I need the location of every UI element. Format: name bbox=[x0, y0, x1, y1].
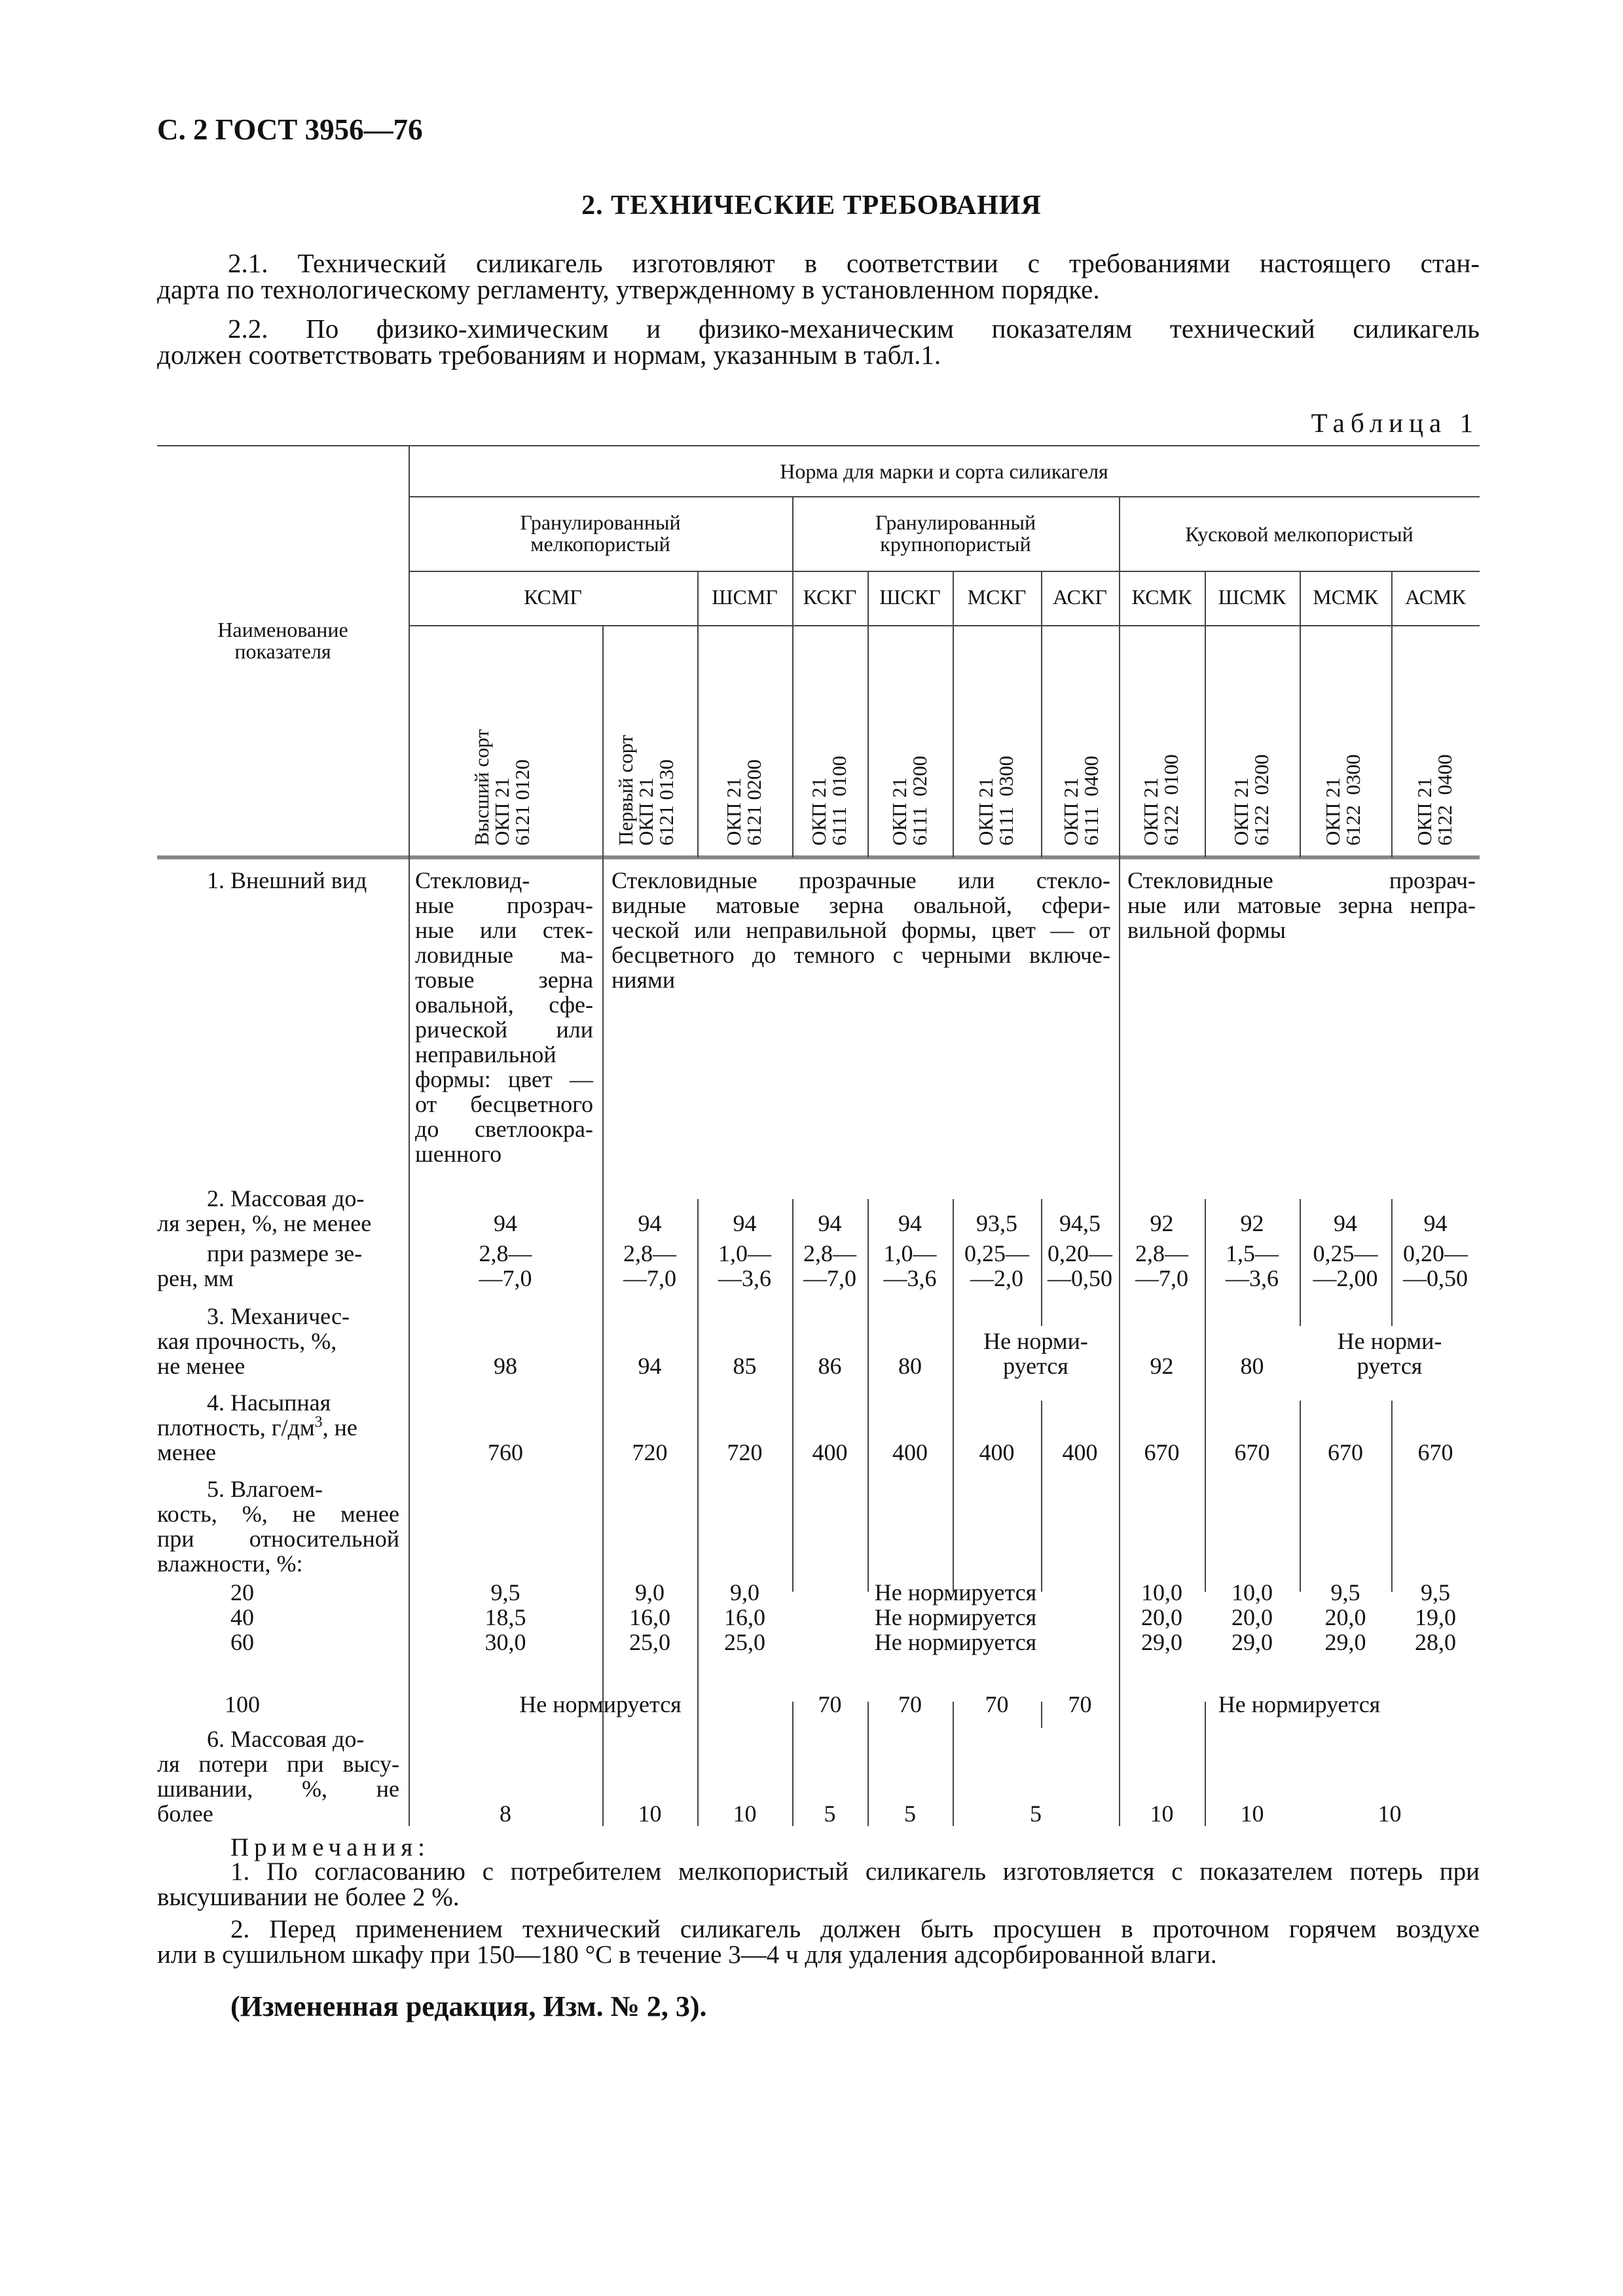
row-5-values-col9 bbox=[1205, 1580, 1300, 1655]
row-6-value: 10 bbox=[733, 1801, 757, 1827]
row-3-name: не менее bbox=[157, 1353, 246, 1379]
size-to: —7,0 bbox=[803, 1265, 856, 1291]
table-rule bbox=[1041, 571, 1042, 857]
okp-code bbox=[889, 756, 930, 846]
note-line: 1. По согласованию с потребителем мелкопористый силикагель изготовляется с показателем потерь при bbox=[230, 1857, 1480, 1886]
row-5-values-col8 bbox=[1119, 1580, 1205, 1655]
norm-header: Норма для марки и сорта силикагеля bbox=[780, 459, 1108, 483]
row-4-name: 4. Насыпная bbox=[207, 1390, 331, 1416]
page-header: С. 2 ГОСТ 3956—76 bbox=[157, 113, 423, 146]
mark-shsmg: ШСМГ bbox=[712, 585, 778, 609]
row-1-lump-description bbox=[1127, 868, 1476, 942]
okp-line: 6111 0400 bbox=[1080, 755, 1103, 846]
size-to: —2,0 bbox=[970, 1265, 1023, 1291]
row-3-value: 98 bbox=[494, 1353, 517, 1379]
row-3-not-normed bbox=[953, 1329, 1119, 1378]
note-1 bbox=[157, 1859, 1480, 1910]
value: 10,0 bbox=[1231, 1579, 1273, 1605]
value: 18,5 bbox=[484, 1604, 526, 1630]
text-line: ные или матовые зерна непра- bbox=[1127, 892, 1476, 918]
text-line: Стекловид- bbox=[415, 867, 530, 893]
humidity-value: 40 bbox=[230, 1604, 254, 1630]
header-line: показателя bbox=[234, 639, 331, 663]
text-part: , не bbox=[322, 1414, 357, 1441]
okp-line: 6122 0400 bbox=[1433, 754, 1456, 846]
row-4-value: 670 bbox=[1234, 1439, 1270, 1465]
okp-line: ОКП 21 bbox=[974, 777, 997, 846]
row-2-name: ля зерен, %, не менее bbox=[157, 1210, 372, 1236]
row-3-value: 86 bbox=[818, 1353, 842, 1379]
row-6-name bbox=[157, 1751, 399, 1826]
mark-askg: АСКГ bbox=[1053, 585, 1107, 609]
okp-line: 6111 0300 bbox=[994, 755, 1017, 846]
text-part: плотность, г/дм bbox=[157, 1414, 315, 1441]
text-line: формы: цвет — bbox=[415, 1066, 593, 1092]
row-1-name: 1. Внешний вид bbox=[207, 867, 367, 893]
size-from: 2,8— bbox=[1135, 1240, 1188, 1266]
table-rule bbox=[1119, 496, 1120, 857]
okp-code bbox=[1061, 756, 1101, 846]
size-from: 2,8— bbox=[623, 1240, 676, 1266]
row-5-name bbox=[157, 1501, 399, 1576]
row-2-value: 92 bbox=[1150, 1210, 1174, 1236]
row-2-size bbox=[1391, 1241, 1480, 1291]
text-line: ниями bbox=[611, 967, 676, 993]
row-6-value: 5 bbox=[904, 1801, 916, 1827]
table-rule bbox=[1205, 571, 1206, 857]
text-line: Не норми- bbox=[983, 1328, 1088, 1354]
group-header-granulated-coarse bbox=[792, 512, 1119, 555]
row-5-name: 5. Влагоем- bbox=[207, 1476, 323, 1502]
row-6-name: 6. Массовая до- bbox=[207, 1726, 365, 1752]
table-rule bbox=[1300, 1401, 1301, 1592]
value: 29,0 bbox=[1141, 1629, 1182, 1655]
value: 16,0 bbox=[724, 1604, 765, 1630]
group-header-granulated-fine bbox=[409, 512, 792, 555]
size-to: —7,0 bbox=[1135, 1265, 1188, 1291]
row-4-value: 670 bbox=[1144, 1439, 1180, 1465]
row-6-value: 10 bbox=[638, 1801, 662, 1827]
text-line: руется bbox=[1003, 1353, 1068, 1379]
text-line: Не нормируется bbox=[874, 1579, 1037, 1605]
table-rule bbox=[1391, 1401, 1393, 1592]
row-6-value: 10 bbox=[1150, 1801, 1174, 1827]
mark-msmk: МСМК bbox=[1313, 585, 1378, 609]
row-2-subname: при размере зе- bbox=[207, 1240, 363, 1266]
row-6-value: 8 bbox=[500, 1801, 511, 1827]
row-2-size bbox=[1300, 1241, 1391, 1291]
size-from: 2,8— bbox=[479, 1240, 532, 1266]
row-2-size bbox=[953, 1241, 1041, 1291]
okp-line: Высший сорт bbox=[470, 729, 493, 846]
text-line: Не норми- bbox=[1337, 1328, 1442, 1354]
value: 9,0 bbox=[635, 1579, 665, 1605]
text-line: до светлоокра- bbox=[415, 1116, 593, 1142]
size-from: 1,0— bbox=[883, 1240, 937, 1266]
okp-line: 6121 0130 bbox=[655, 759, 678, 846]
table-rule bbox=[1391, 571, 1393, 857]
value: 9,5 bbox=[490, 1579, 520, 1605]
row-2-size bbox=[697, 1241, 792, 1291]
row-5-100-not-normed: Не нормируется bbox=[519, 1691, 682, 1717]
row-2-value: 94 bbox=[638, 1210, 662, 1236]
note-line: 2. Перед применением технический силикагель должен быть просушен в проточном горячем воздухе bbox=[230, 1915, 1480, 1943]
row-3-name: 3. Механичес- bbox=[207, 1303, 350, 1329]
header-line: Кусковой мелкопористый bbox=[1185, 522, 1413, 546]
row-2-size bbox=[1041, 1241, 1119, 1291]
table-rule bbox=[1041, 1401, 1042, 1592]
row-1-ksmg-description bbox=[415, 868, 593, 1166]
value: 10,0 bbox=[1141, 1579, 1182, 1605]
table-rule bbox=[953, 571, 954, 857]
row-5-values-col11 bbox=[1391, 1580, 1480, 1655]
size-to: —7,0 bbox=[479, 1265, 532, 1291]
row-4-value: 400 bbox=[812, 1439, 848, 1465]
value: 29,0 bbox=[1324, 1629, 1366, 1655]
text-line: от бесцветного bbox=[415, 1091, 593, 1117]
table-rule bbox=[409, 496, 1480, 497]
row-6-value: 10 bbox=[1377, 1801, 1402, 1827]
row-1-middle-description bbox=[611, 868, 1110, 992]
okp-code bbox=[1140, 755, 1181, 846]
row-2-value: 94 bbox=[494, 1210, 517, 1236]
row-5-100-value: 70 bbox=[985, 1691, 1009, 1717]
humidity-100: 100 bbox=[225, 1691, 260, 1717]
text-line: ловидные ма- bbox=[415, 942, 593, 968]
humidity-value: 20 bbox=[230, 1579, 254, 1605]
okp-line: ОКП 21 bbox=[807, 777, 830, 846]
text-line: руется bbox=[1357, 1353, 1423, 1379]
okp-code bbox=[976, 756, 1016, 846]
size-from: 2,8— bbox=[803, 1240, 856, 1266]
text-line: Не нормируется bbox=[874, 1604, 1037, 1630]
text-line: овальной, сфе- bbox=[415, 992, 593, 1018]
text-line: Не нормируется bbox=[874, 1629, 1037, 1655]
size-to: —3,6 bbox=[883, 1265, 937, 1291]
row-6-value: 10 bbox=[1240, 1801, 1264, 1827]
row-3-value: 85 bbox=[733, 1353, 757, 1379]
paragraph-2-2 bbox=[157, 315, 1480, 368]
mark-ksmk: КСМК bbox=[1131, 585, 1192, 609]
size-from: 1,0— bbox=[718, 1240, 771, 1266]
text-line: вильной формы bbox=[1127, 917, 1286, 943]
row-2-size bbox=[602, 1241, 697, 1291]
table-rule bbox=[602, 857, 604, 1826]
okp-line: Первый сорт bbox=[614, 734, 637, 846]
okp-code bbox=[1414, 755, 1455, 846]
note-2 bbox=[157, 1916, 1480, 1967]
row-2-value: 93,5 bbox=[976, 1210, 1017, 1236]
mark-ksmg: КСМГ bbox=[524, 585, 582, 609]
okp-line: ОКП 21 bbox=[490, 777, 513, 846]
humidity-levels bbox=[216, 1580, 268, 1655]
row-2-size bbox=[1119, 1241, 1205, 1291]
okp-code bbox=[1231, 755, 1271, 846]
okp-line: ОКП 21 bbox=[1321, 777, 1344, 846]
table-rule bbox=[1300, 571, 1301, 857]
mark-kskg: КСКГ bbox=[803, 585, 857, 609]
okp-code bbox=[1322, 755, 1363, 846]
notes-title: Примечания: bbox=[230, 1833, 430, 1861]
table-rule bbox=[157, 445, 1480, 446]
table-rule bbox=[602, 625, 604, 857]
row-5-100-value: 70 bbox=[1068, 1691, 1092, 1717]
note-line: высушивании не более 2 %. bbox=[157, 1883, 460, 1911]
value: 25,0 bbox=[724, 1629, 765, 1655]
text-line: бесцветного до темного с черными включе- bbox=[611, 942, 1110, 968]
value: 25,0 bbox=[629, 1629, 670, 1655]
okp-line: ОКП 21 bbox=[634, 777, 657, 846]
row-4-value: 400 bbox=[892, 1439, 928, 1465]
text-line: шивании, %, не bbox=[157, 1776, 399, 1802]
row-2-size bbox=[792, 1241, 867, 1291]
revision-note: (Измененная редакция, Изм. № 2, 3). bbox=[230, 1990, 707, 2022]
row-4-value: 400 bbox=[1062, 1439, 1098, 1465]
row-3-value: 80 bbox=[1240, 1353, 1264, 1379]
row-3-value: 80 bbox=[898, 1353, 922, 1379]
value: 28,0 bbox=[1415, 1629, 1456, 1655]
mark-mskg: МСКГ bbox=[967, 585, 1027, 609]
size-from: 0,25— bbox=[1313, 1240, 1378, 1266]
text-line: ческой или неправильной формы, цвет — от bbox=[611, 917, 1110, 943]
row-4-value: 670 bbox=[1328, 1439, 1363, 1465]
size-to: —0,50 bbox=[1403, 1265, 1468, 1291]
row-2-subname: рен, мм bbox=[157, 1265, 234, 1291]
text-line: ные прозрач- bbox=[415, 892, 593, 918]
note-line: или в сушильном шкафу при 150—180 °С в течение 3—4 ч для удаления адсорбированной влаги. bbox=[157, 1941, 1217, 1969]
row-3-not-normed bbox=[1300, 1329, 1480, 1378]
row-2-value: 94 bbox=[818, 1210, 842, 1236]
size-from: 0,20— bbox=[1403, 1240, 1468, 1266]
okp-line: ОКП 21 bbox=[888, 777, 911, 846]
header-line: Гранулированный bbox=[520, 511, 681, 534]
paragraph-line: дарта по технологическому регламенту, утвержденному в установленном порядке. bbox=[157, 274, 1100, 304]
value: 9,0 bbox=[730, 1579, 759, 1605]
row-6-value: 5 bbox=[1030, 1801, 1042, 1827]
section-title: 2. ТЕХНИЧЕСКИЕ ТРЕБОВАНИЯ bbox=[581, 190, 1042, 221]
row-2-value: 94 bbox=[898, 1210, 922, 1236]
okp-line: ОКП 21 bbox=[1230, 777, 1252, 846]
row-2-size bbox=[1205, 1241, 1300, 1291]
humidity-value: 60 bbox=[230, 1629, 254, 1655]
table-header-rule bbox=[157, 855, 1480, 859]
text-line: Стекловидные прозрачные или стекло- bbox=[611, 867, 1110, 893]
text-line: кость, %, не менее bbox=[157, 1501, 399, 1527]
size-to: —3,6 bbox=[718, 1265, 771, 1291]
row-3-value: 94 bbox=[638, 1353, 662, 1379]
okp-line: 6121 0200 bbox=[742, 759, 765, 846]
text-line: неправильной bbox=[415, 1041, 556, 1067]
okp-line: ОКП 21 bbox=[1139, 777, 1162, 846]
text-line: ля потери при высу- bbox=[157, 1751, 399, 1777]
table-rule bbox=[697, 1199, 699, 1826]
row-4-value: 760 bbox=[488, 1439, 523, 1465]
table-rule bbox=[697, 571, 699, 857]
mark-shskg: ШСКГ bbox=[879, 585, 941, 609]
paragraph-2-1 bbox=[157, 250, 1480, 302]
row-4-value: 670 bbox=[1417, 1439, 1453, 1465]
text-line: влажности, %: bbox=[157, 1551, 303, 1577]
row-2-value: 94 bbox=[733, 1210, 757, 1236]
value: 29,0 bbox=[1231, 1629, 1273, 1655]
value: 19,0 bbox=[1415, 1604, 1456, 1630]
mark-shsmk: ШСМК bbox=[1218, 585, 1286, 609]
okp-line: 6111 0100 bbox=[828, 755, 850, 846]
name-column-header bbox=[157, 619, 409, 662]
mark-asmk: АСМК bbox=[1405, 585, 1466, 609]
row-2-name: 2. Массовая до- bbox=[207, 1185, 365, 1211]
row-5-values-col1 bbox=[409, 1580, 602, 1655]
size-to: —7,0 bbox=[623, 1265, 676, 1291]
okp-line: 6121 0120 bbox=[511, 759, 534, 846]
size-from: 0,25— bbox=[964, 1240, 1029, 1266]
value: 20,0 bbox=[1231, 1604, 1273, 1630]
okp-code bbox=[809, 756, 849, 846]
row-4-name bbox=[157, 1415, 357, 1440]
row-2-value: 92 bbox=[1240, 1210, 1264, 1236]
table-label: Таблица 1 bbox=[1311, 408, 1479, 438]
row-5-100-not-normed: Не нормируется bbox=[1218, 1691, 1381, 1717]
text-line: более bbox=[157, 1801, 213, 1827]
value: 16,0 bbox=[629, 1604, 670, 1630]
row-2-size bbox=[409, 1241, 602, 1291]
okp-code bbox=[723, 759, 764, 846]
okp-line: 6122 0300 bbox=[1341, 754, 1364, 846]
row-2-value: 94,5 bbox=[1059, 1210, 1101, 1236]
okp-line: ОКП 21 bbox=[1413, 777, 1436, 846]
row-5-100-value: 70 bbox=[818, 1691, 842, 1717]
group-header-lump-fine bbox=[1119, 524, 1480, 545]
value: 20,0 bbox=[1141, 1604, 1182, 1630]
size-to: —3,6 bbox=[1226, 1265, 1279, 1291]
size-from: 1,5— bbox=[1226, 1240, 1279, 1266]
row-2-size bbox=[867, 1241, 953, 1291]
size-from: 0,20— bbox=[1048, 1240, 1112, 1266]
row-5-not-normed bbox=[792, 1580, 1119, 1655]
table-rule bbox=[409, 625, 1480, 626]
row-5-values-col3 bbox=[697, 1580, 792, 1655]
value: 30,0 bbox=[484, 1629, 526, 1655]
okp-line: ОКП 21 bbox=[1059, 777, 1082, 846]
okp-line: 6122 0100 bbox=[1159, 754, 1182, 846]
row-4-value: 400 bbox=[979, 1439, 1015, 1465]
row-4-value: 720 bbox=[632, 1439, 668, 1465]
okp-line: ОКП 21 bbox=[722, 777, 745, 846]
size-to: —2,00 bbox=[1313, 1265, 1378, 1291]
header-line: Наименование bbox=[217, 618, 348, 641]
value: 9,5 bbox=[1421, 1579, 1450, 1605]
table-rule bbox=[867, 571, 869, 857]
okp-line: 6122 0200 bbox=[1250, 754, 1273, 846]
row-4-name: менее bbox=[157, 1439, 216, 1465]
value: 9,5 bbox=[1330, 1579, 1360, 1605]
row-5-values-col2 bbox=[602, 1580, 697, 1655]
header-line: мелкопористый bbox=[530, 532, 670, 556]
row-5-100-value: 70 bbox=[898, 1691, 922, 1717]
row-6-value: 5 bbox=[824, 1801, 836, 1827]
value: 20,0 bbox=[1324, 1604, 1366, 1630]
size-to: —0,50 bbox=[1048, 1265, 1112, 1291]
text-line: рической или bbox=[415, 1016, 593, 1043]
okp-code bbox=[471, 729, 532, 846]
text-line: шенного bbox=[415, 1141, 502, 1167]
table-rule bbox=[1119, 857, 1120, 1826]
header-line: крупнопористый bbox=[880, 532, 1031, 556]
row-2-value: 94 bbox=[1334, 1210, 1357, 1236]
row-4-value: 720 bbox=[727, 1439, 763, 1465]
superscript: 3 bbox=[314, 1414, 323, 1431]
text-line: товые зерна bbox=[415, 967, 593, 993]
paragraph-line: должен соответствовать требованиям и нормам, указанным в табл.1. bbox=[157, 340, 941, 370]
text-line: ные или стек- bbox=[415, 917, 593, 943]
paragraph-line: 2.2. По физико-химическим и физико-механическим показателям технический силикагель bbox=[228, 314, 1480, 344]
okp-line: 6111 0200 bbox=[908, 755, 931, 846]
table-rule bbox=[409, 571, 1480, 572]
row-3-value: 92 bbox=[1150, 1353, 1174, 1379]
text-line: Стекловидные прозрач- bbox=[1127, 867, 1476, 893]
paragraph-line: 2.1. Технический силикагель изготовляют в соответствии с требованиями настоящего стан- bbox=[228, 248, 1480, 278]
text-line: при относительной bbox=[157, 1526, 399, 1552]
text-line: видные матовые зерна овальной, сфери- bbox=[611, 892, 1110, 918]
row-5-values-col10 bbox=[1300, 1580, 1391, 1655]
okp-code bbox=[615, 735, 676, 846]
header-line: Гранулированный bbox=[875, 511, 1036, 534]
row-3-name: кая прочность, %, bbox=[157, 1328, 337, 1354]
row-2-value: 94 bbox=[1423, 1210, 1448, 1236]
